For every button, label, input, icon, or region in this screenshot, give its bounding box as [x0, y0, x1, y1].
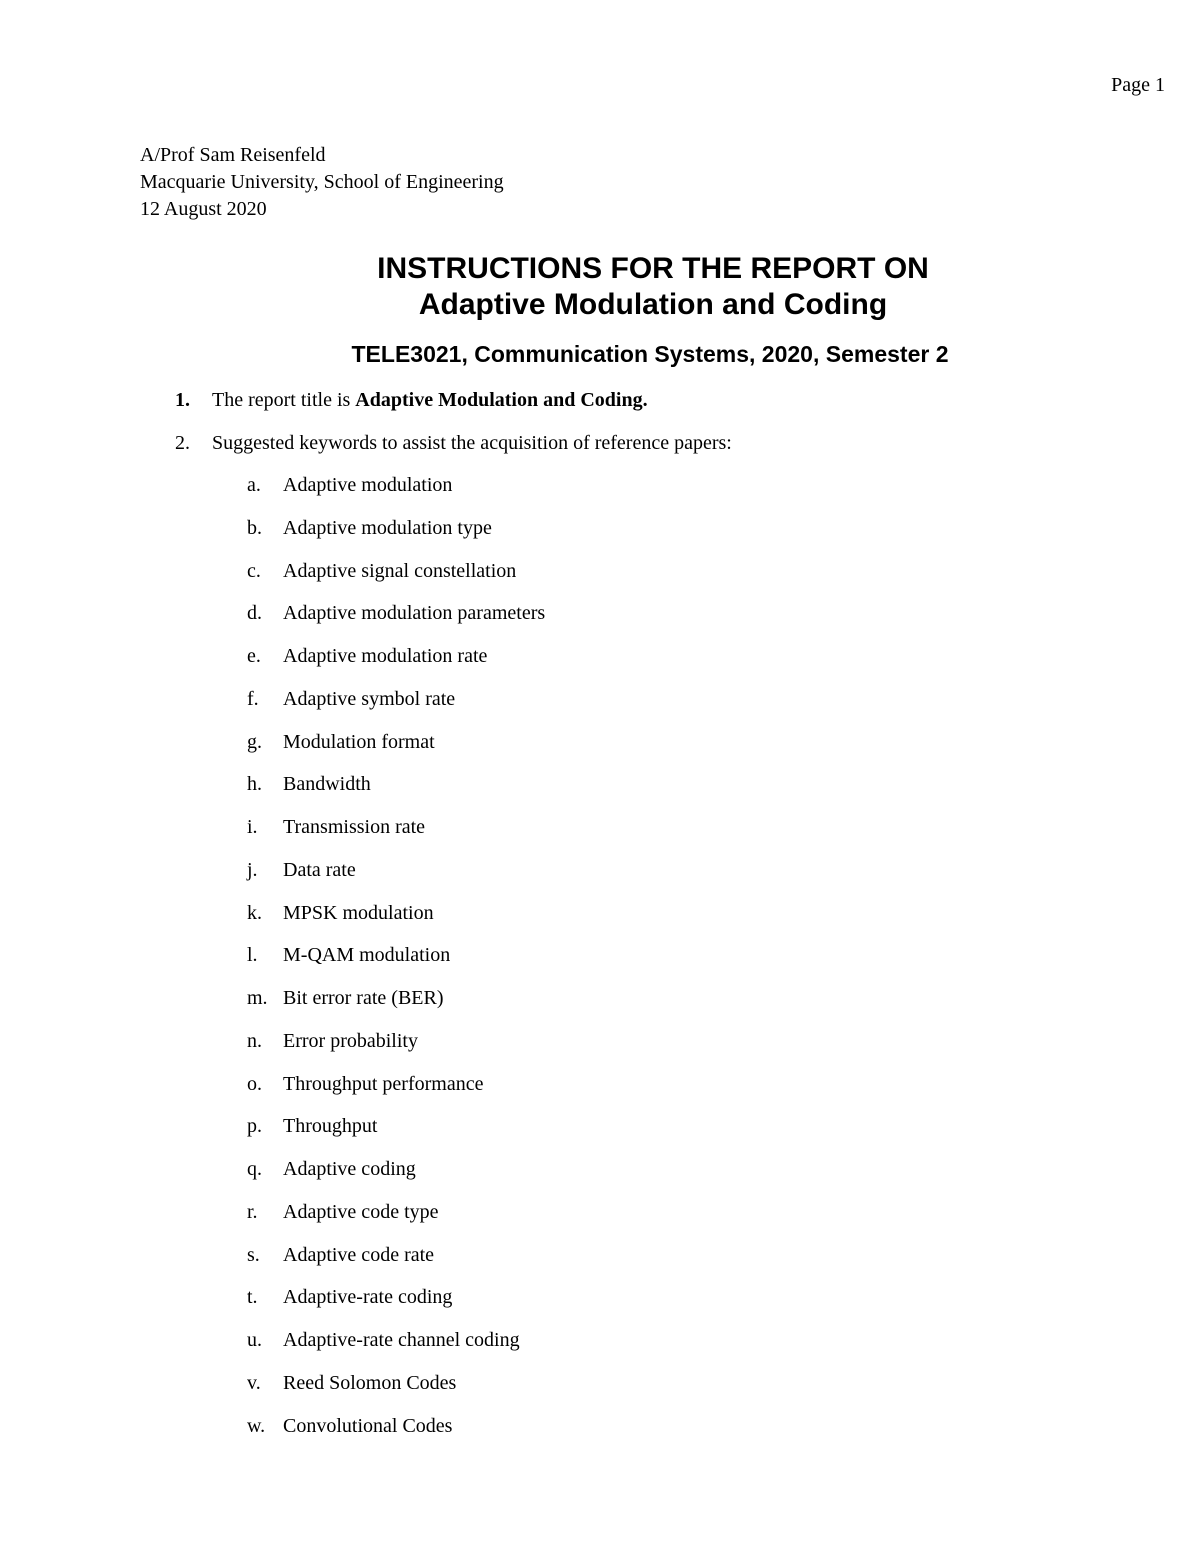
keyword-marker: m. [247, 987, 268, 1009]
keyword-text: Adaptive signal constellation [283, 560, 517, 582]
author-affiliation: Macquarie University, School of Engineering [140, 171, 504, 193]
keyword-marker: o. [247, 1073, 262, 1095]
keyword-text: Error probability [283, 1030, 418, 1052]
keyword-marker: v. [247, 1372, 261, 1394]
keyword-marker: q. [247, 1158, 262, 1180]
keyword-marker: r. [247, 1201, 258, 1223]
keyword-marker: g. [247, 731, 262, 753]
keyword-marker: n. [247, 1030, 262, 1052]
author-name: A/Prof Sam Reisenfeld [140, 144, 326, 166]
item-text: Suggested keywords to assist the acquisition of reference papers: [212, 432, 732, 454]
author-block [140, 142, 504, 223]
document-date: 12 August 2020 [140, 198, 267, 220]
title-line-2: Adaptive Modulation and Coding [418, 288, 888, 321]
keyword-marker: l. [247, 944, 258, 966]
keyword-marker: d. [247, 602, 262, 624]
keyword-text: Throughput [283, 1115, 378, 1137]
keyword-marker: t. [247, 1286, 258, 1308]
keyword-text: Adaptive code type [283, 1201, 439, 1223]
title-line-1: INSTRUCTIONS FOR THE REPORT ON [377, 252, 929, 285]
item-text [212, 388, 648, 412]
item-text-prefix: The report title is [212, 389, 356, 411]
page-number: Page 1 [1111, 74, 1165, 96]
keyword-text: Adaptive symbol rate [283, 688, 456, 710]
keyword-marker: f. [247, 688, 259, 710]
keyword-text: Adaptive code rate [283, 1244, 435, 1266]
keyword-text: Adaptive-rate channel coding [283, 1329, 520, 1351]
keyword-marker: c. [247, 560, 261, 582]
keyword-marker: w. [247, 1415, 266, 1437]
keyword-text: M-QAM modulation [283, 944, 451, 966]
keyword-text: Transmission rate [283, 816, 426, 838]
keyword-text: Data rate [283, 859, 356, 881]
keyword-text: Convolutional Codes [283, 1415, 453, 1437]
keyword-text: MPSK modulation [283, 902, 434, 924]
keyword-text: Throughput performance [283, 1073, 484, 1095]
item-number: 1. [175, 389, 190, 411]
keyword-marker: u. [247, 1329, 262, 1351]
keyword-marker: e. [247, 645, 261, 667]
keyword-marker: j. [247, 859, 258, 881]
document-title [0, 251, 1200, 323]
keyword-text: Adaptive modulation type [283, 517, 492, 539]
item-number: 2. [175, 432, 190, 454]
keyword-marker: i. [247, 816, 258, 838]
course-subtitle: TELE3021, Communication Systems, 2020, Semester 2 [351, 341, 949, 367]
keyword-text: Adaptive modulation rate [283, 645, 488, 667]
keyword-text: Adaptive coding [283, 1158, 416, 1180]
keyword-text: Modulation format [283, 731, 435, 753]
keyword-marker: k. [247, 902, 262, 924]
keyword-text: Bandwidth [283, 773, 371, 795]
keyword-text: Reed Solomon Codes [283, 1372, 457, 1394]
keyword-marker: p. [247, 1115, 262, 1137]
keyword-text: Adaptive modulation parameters [283, 602, 546, 624]
keyword-marker: s. [247, 1244, 260, 1266]
keyword-text: Adaptive modulation [283, 474, 453, 496]
keyword-marker: a. [247, 474, 261, 496]
report-title-bold: Adaptive Modulation and Coding. [355, 389, 648, 411]
keyword-text: Adaptive-rate coding [283, 1286, 453, 1308]
keyword-marker: b. [247, 517, 262, 539]
keyword-text: Bit error rate (BER) [283, 987, 444, 1009]
keyword-marker: h. [247, 773, 262, 795]
